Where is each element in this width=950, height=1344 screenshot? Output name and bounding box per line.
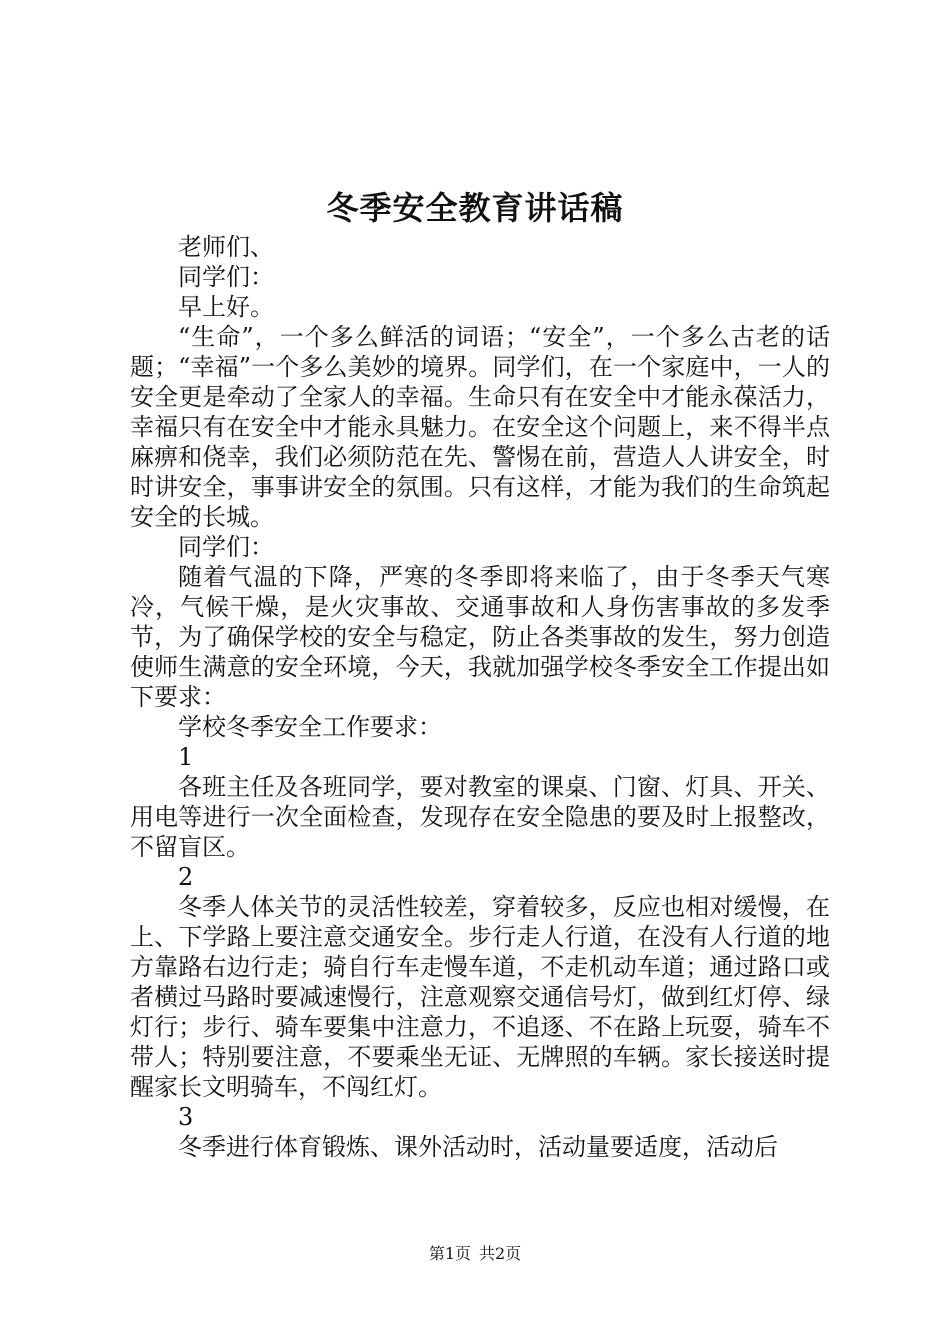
requirements-heading: 学校冬季安全工作要求： [178, 713, 442, 741]
item-number-1: 1 [178, 743, 194, 771]
document-title: 冬季安全教育讲话稿 [326, 189, 624, 227]
salutation-students-2: 同学们： [178, 533, 274, 561]
item-number-3: 3 [178, 1103, 194, 1131]
salutation-students: 同学们： [178, 263, 274, 291]
item-text-3: 冬季进行体育锻炼、课外活动时，活动量要适度，活动后 [178, 1133, 778, 1161]
item-text-1: 各班主任及各班同学，要对教室的课桌、门窗、灯具、开关、用电等进行一次全面检查，发现存在安全隐患的要及时上报整改，不留盲区。 [130, 773, 830, 861]
page-number: 第1页 [428, 1244, 471, 1263]
paragraph-context: 随着气温的下降，严寒的冬季即将来临了，由于冬季天气寒冷，气候干燥，是火灾事故、交通事故和人身伤害事故的多发季节，为了确保学校的安全与稳定，防止各类事故的发生，努力创造使师生满意的安全环境，今天，我就加强学校冬季安全工作提出如下要求： [130, 563, 830, 711]
salutation-teachers: 老师们、 [178, 233, 274, 261]
page-footer [0, 1244, 950, 1264]
item-number-2: 2 [178, 863, 194, 891]
page-total: 共2页 [479, 1244, 522, 1263]
greeting: 早上好。 [178, 293, 274, 321]
document-body [130, 232, 830, 1162]
paragraph-intro: “生命”，一个多么鲜活的词语；“安全”，一个多么古老的话题；“幸福”一个多么美妙的境界。同学们，在一个家庭中，一人的安全更是牵动了全家人的幸福。生命只有在安全中才能永葆活力，幸福只有在安全中才能永具魅力。在安全这个问题上，来不得半点麻痹和侥幸，我们必须防范在先、警惕在前，营造人人讲安全，时时讲安全，事事讲安全的氛围。只有这样，才能为我们的生命筑起安全的长城。 [130, 323, 830, 531]
item-text-2: 冬季人体关节的灵活性较差，穿着较多，反应也相对缓慢，在上、下学路上要注意交通安全。步行走人行道，在没有人行道的地方靠路右边行走；骑自行车走慢车道，不走机动车道；通过路口或者横过马路时要减速慢行，注意观察交通信号灯，做到红灯停、绿灯行；步行、骑车要集中注意力，不追逐、不在路上玩耍，骑车不带人；特别要注意，不要乘坐无证、无牌照的车辆。家长接送时提醒家长文明骑车，不闯红灯。 [130, 893, 830, 1101]
